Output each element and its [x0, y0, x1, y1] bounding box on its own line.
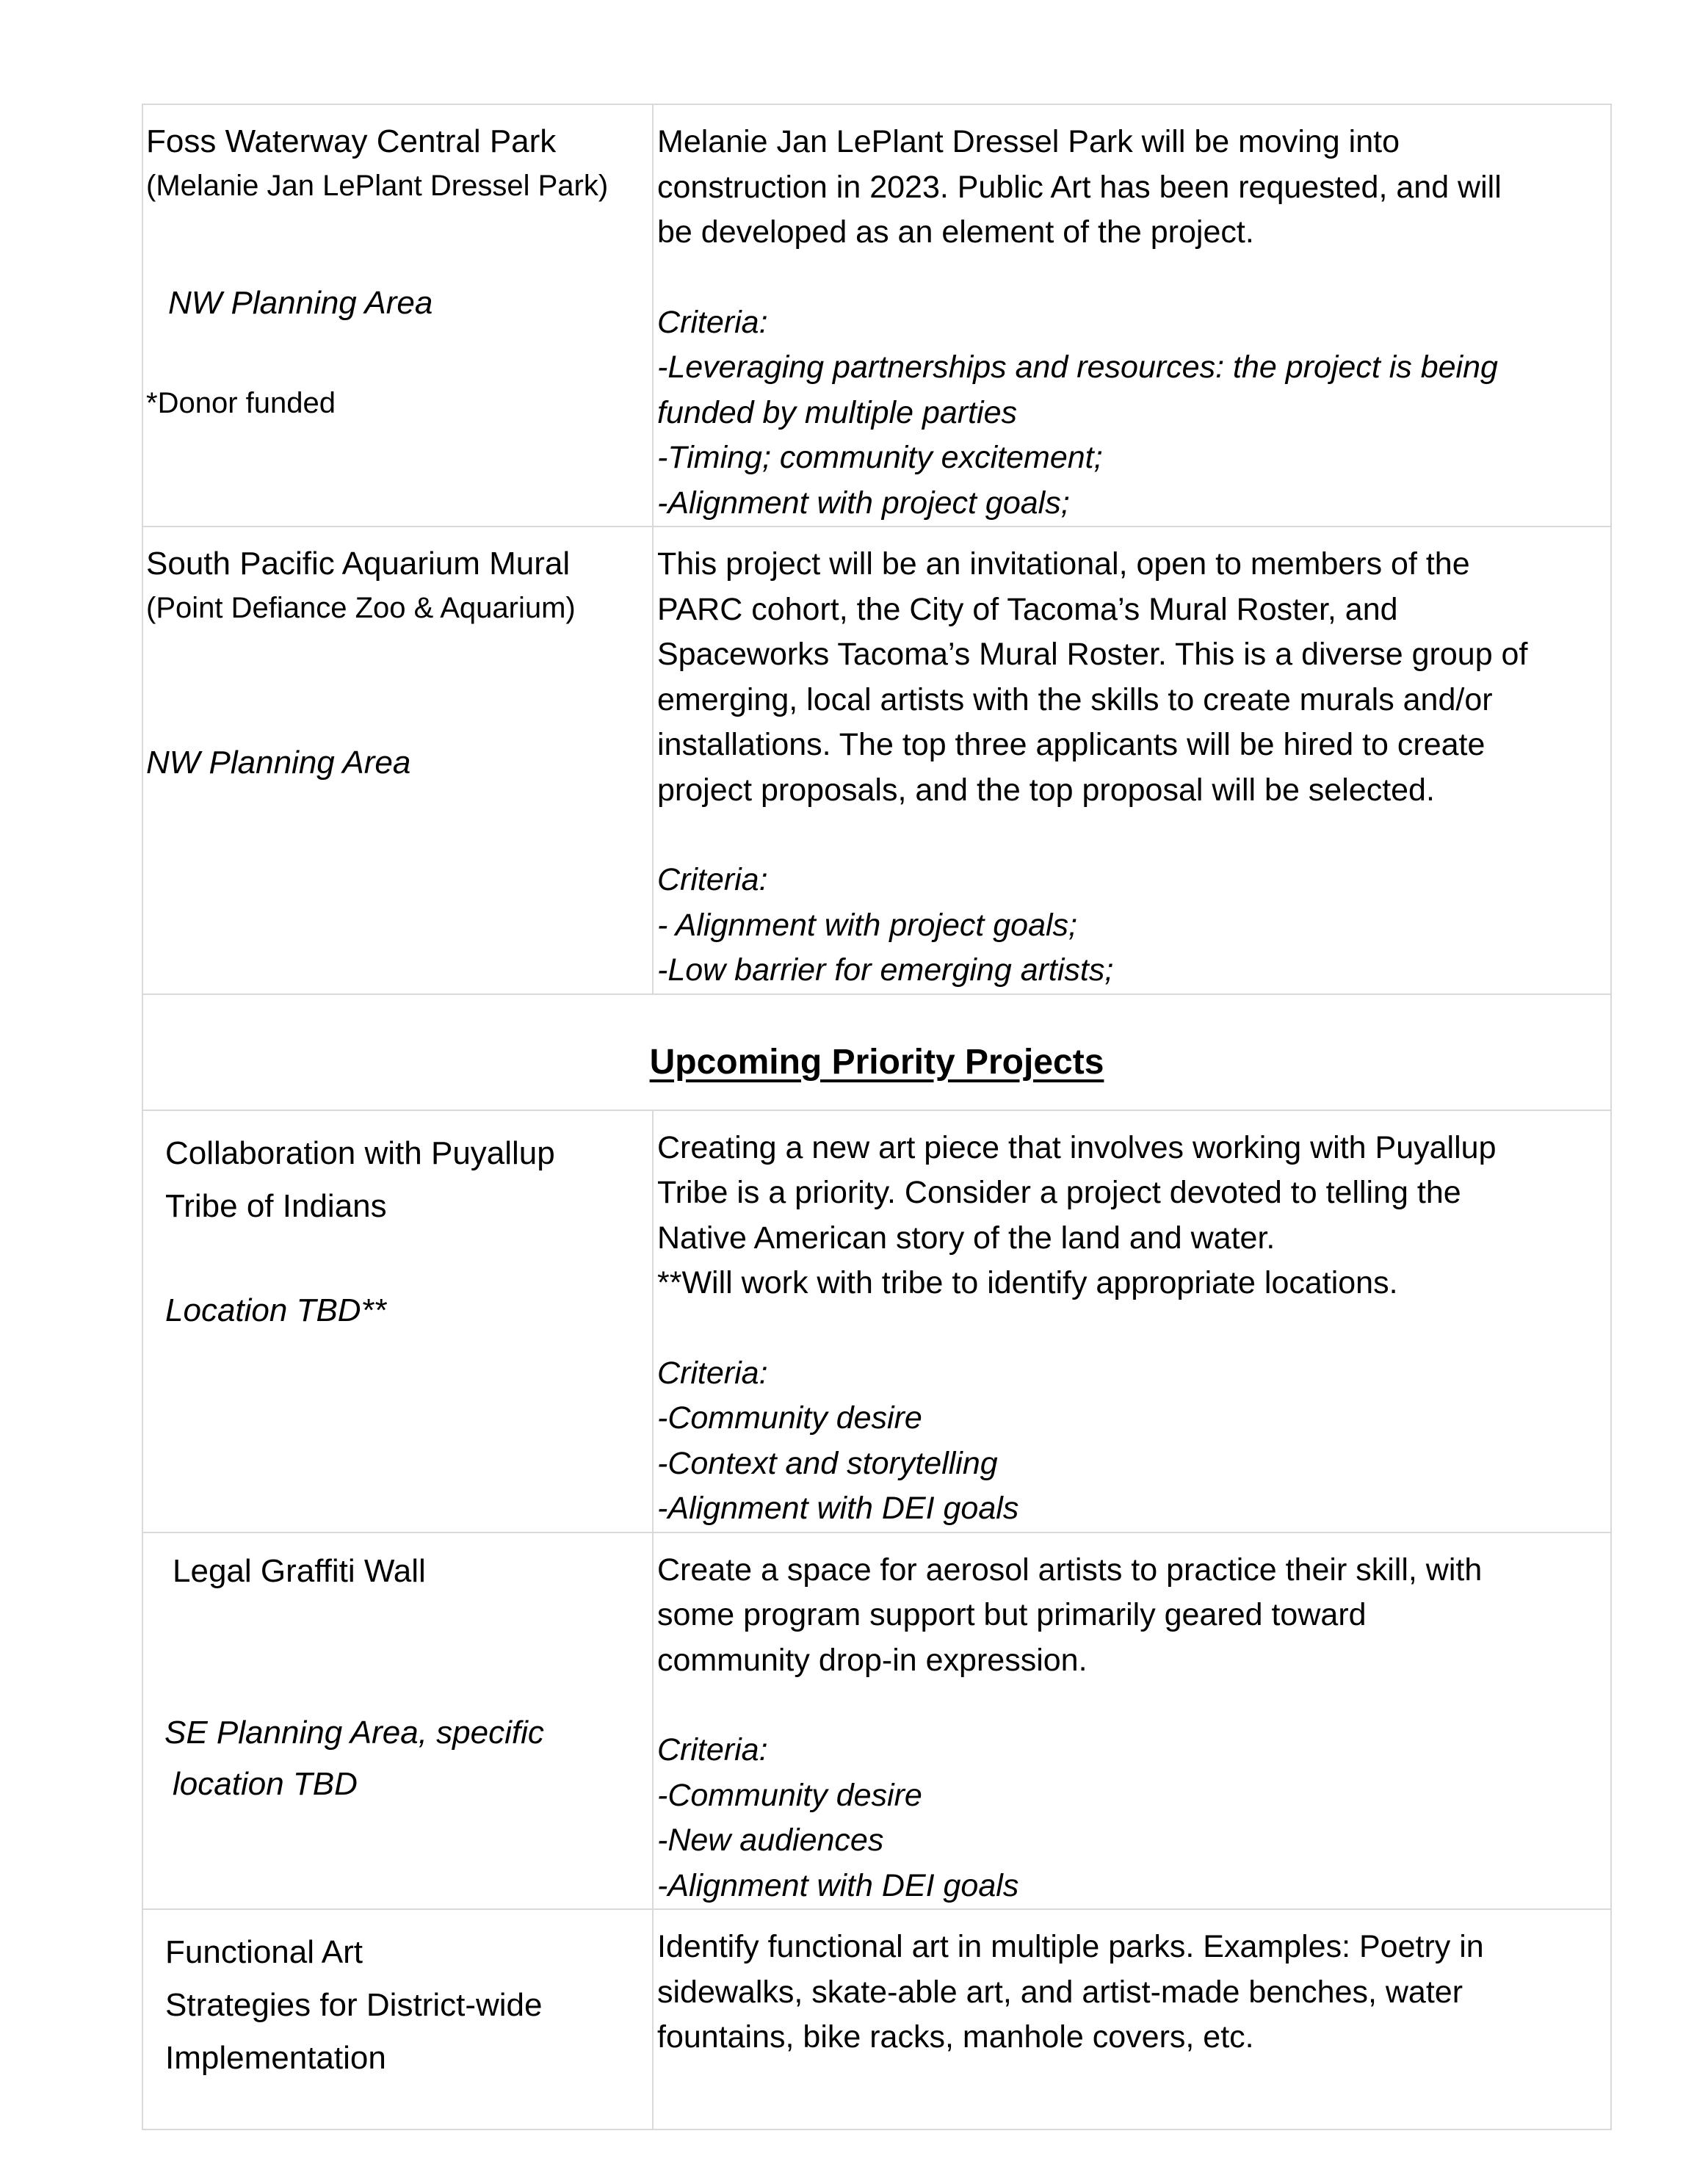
project-description-cell — [653, 526, 1611, 994]
project-description-cell — [653, 104, 1611, 526]
criteria-line: -Low barrier for emerging artists; — [657, 952, 1114, 988]
criteria-line: -Alignment with project goals; — [657, 485, 1070, 521]
criteria-line: -Leveraging partnerships and resources: the project is being — [657, 350, 1498, 385]
project-subtitle: (Melanie Jan LePlant Dressel Park) — [146, 170, 609, 202]
description-line: community drop-in expression. — [657, 1642, 1088, 1678]
description-line: be developed as an element of the project. — [657, 214, 1254, 250]
criteria-label: Criteria: — [657, 1732, 768, 1767]
project-name: South Pacific Aquarium Mural — [146, 546, 571, 582]
description-line: Spaceworks Tacoma’s Mural Roster. This is a diverse group of — [657, 637, 1528, 672]
description-line: Create a space for aerosol artists to practice their skill, with — [657, 1552, 1483, 1588]
project-name: Legal Graffiti Wall — [173, 1552, 426, 1589]
project-description-cell — [653, 1909, 1611, 2129]
criteria-label: Criteria: — [657, 1355, 768, 1391]
description-line: sidewalks, skate-able art, and artist-made benches, water — [657, 1974, 1463, 2010]
project-name-line: Strategies for District-wide — [165, 1987, 543, 2023]
criteria-line: - Alignment with project goals; — [657, 907, 1077, 943]
description-line: Creating a new art piece that involves working with Puyallup — [657, 1129, 1497, 1165]
project-name-line: Collaboration with Puyallup — [165, 1134, 555, 1171]
description-line: emerging, local artists with the skills to create murals and/or — [657, 681, 1493, 717]
criteria-line: -Timing; community excitement; — [657, 440, 1103, 475]
location-note: Location TBD** — [165, 1292, 386, 1328]
description-line: fountains, bike racks, manhole covers, etc. — [657, 2019, 1254, 2055]
project-name-cell — [142, 104, 653, 526]
project-name-cell — [142, 1110, 653, 1532]
description-line: Tribe is a priority. Consider a project devoted to telling the — [657, 1175, 1461, 1210]
projects-table — [142, 104, 1612, 2130]
criteria-line: -Community desire — [657, 1400, 922, 1436]
criteria-line: -Alignment with DEI goals — [657, 1491, 1019, 1526]
project-name-line: Tribe of Indians — [165, 1187, 387, 1224]
project-description-cell — [653, 1110, 1611, 1532]
table-row — [142, 1110, 1611, 1532]
project-name-cell — [142, 1909, 653, 2129]
criteria-line: -Community desire — [657, 1777, 922, 1813]
project-subtitle: (Point Defiance Zoo & Aquarium) — [146, 592, 576, 624]
description-line: PARC cohort, the City of Tacoma’s Mural Roster, and — [657, 591, 1398, 627]
table-row — [142, 1909, 1611, 2129]
section-heading: Upcoming Priority Projects — [649, 1042, 1104, 1082]
description-line: **Will work with tribe to identify appropriate locations. — [657, 1265, 1398, 1300]
location-note-line: location TBD — [173, 1765, 358, 1802]
project-name-cell — [142, 526, 653, 994]
project-name-line: Functional Art — [165, 1934, 363, 1970]
description-line: Melanie Jan LePlant Dressel Park will be moving into — [657, 124, 1400, 159]
criteria-line: -Alignment with DEI goals — [657, 1867, 1019, 1903]
funding-note: *Donor funded — [146, 387, 336, 419]
planning-area: NW Planning Area — [168, 285, 433, 321]
description-line: some program support but primarily geared toward — [657, 1597, 1367, 1632]
criteria-line: -Context and storytelling — [657, 1445, 998, 1481]
section-heading-cell — [142, 994, 1611, 1110]
criteria-line: funded by multiple parties — [657, 394, 1018, 430]
criteria-label: Criteria: — [657, 304, 768, 340]
criteria-label: Criteria: — [657, 862, 768, 897]
planning-area: NW Planning Area — [146, 745, 411, 781]
table-row — [142, 994, 1611, 1110]
project-description-cell — [653, 1532, 1611, 1910]
project-name-line: Implementation — [165, 2040, 386, 2076]
project-name: Foss Waterway Central Park — [146, 123, 557, 159]
location-note-line: SE Planning Area, specific — [164, 1714, 544, 1751]
project-name-cell — [142, 1532, 653, 1910]
description-line: This project will be an invitational, open to members of the — [657, 546, 1470, 582]
description-line: project proposals, and the top proposal will be selected. — [657, 772, 1435, 808]
table-row — [142, 1532, 1611, 1910]
table-row — [142, 104, 1611, 526]
description-line: installations. The top three applicants will be hired to create — [657, 727, 1486, 762]
description-line: construction in 2023. Public Art has been requested, and will — [657, 169, 1502, 205]
description-line: Identify functional art in multiple parks. Examples: Poetry in — [657, 1929, 1484, 1964]
description-line: Native American story of the land and water. — [657, 1220, 1275, 1256]
criteria-line: -New audiences — [657, 1823, 884, 1858]
table-row — [142, 526, 1611, 994]
